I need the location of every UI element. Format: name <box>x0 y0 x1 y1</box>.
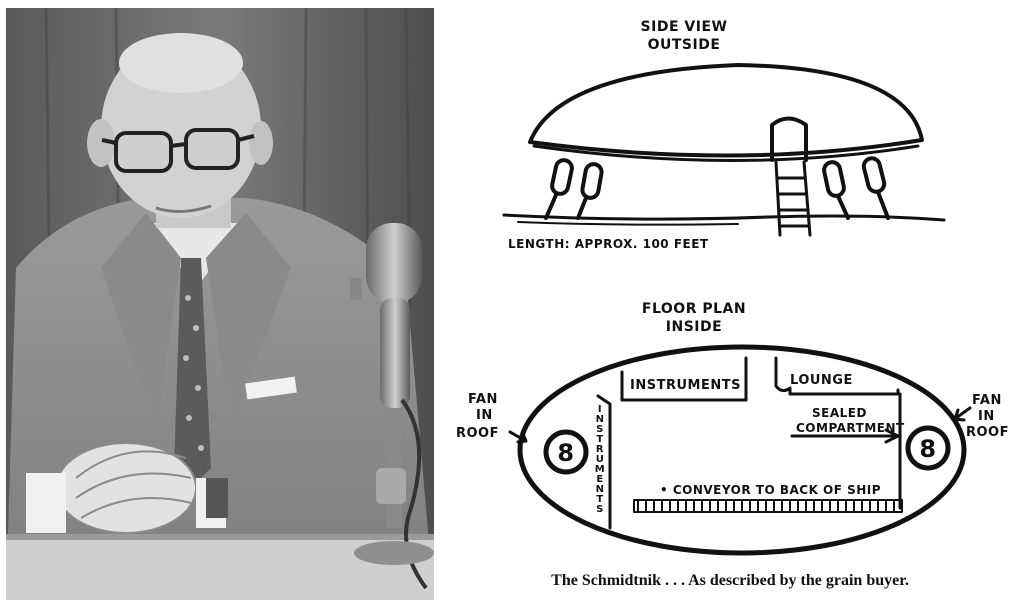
svg-text:ROOF: ROOF <box>456 426 499 441</box>
svg-text:R: R <box>595 444 605 455</box>
fan-symbol-left: 8 <box>557 439 575 467</box>
svg-text:T: T <box>596 494 604 505</box>
saucer-side-view <box>504 65 944 235</box>
man-photo <box>6 8 434 600</box>
instruments-vertical-label <box>595 404 605 515</box>
side-view-title: SIDE VIEW <box>640 19 728 35</box>
svg-text:N: N <box>595 484 605 495</box>
floor-plan-title: FLOOR PLAN <box>641 301 747 317</box>
sealed-label-line1: SEALED <box>812 406 867 420</box>
svg-text:N: N <box>595 414 605 425</box>
svg-text:FAN: FAN <box>468 392 498 407</box>
svg-text:T: T <box>596 434 604 445</box>
svg-text:S: S <box>596 424 604 435</box>
svg-text:IN: IN <box>978 409 995 424</box>
fan-right-label <box>966 393 1009 440</box>
side-view-subtitle: OUTSIDE <box>647 37 721 53</box>
svg-text:M: M <box>594 464 606 475</box>
svg-text:I: I <box>597 404 603 415</box>
clasped-hands <box>56 443 196 533</box>
lounge-label: LOUNGE <box>790 373 853 388</box>
sealed-label-line2: COMPARTMENT <box>796 421 905 435</box>
fan-symbol-right: 8 <box>919 435 937 463</box>
svg-text:IN: IN <box>476 408 493 423</box>
conveyor-label: • CONVEYOR TO BACK OF SHIP <box>660 483 882 497</box>
ufo-diagram <box>438 0 1024 612</box>
svg-text:E: E <box>596 474 604 485</box>
svg-text:FAN: FAN <box>972 393 1002 408</box>
svg-text:ROOF: ROOF <box>966 425 1009 440</box>
length-note: LENGTH: APPROX. 100 FEET <box>508 237 709 251</box>
caption: The Schmidtnik . . . As described by the grain buyer. <box>551 572 909 589</box>
instruments-label: INSTRUMENTS <box>630 378 741 393</box>
fan-left-label <box>456 392 499 441</box>
svg-text:S: S <box>596 504 604 515</box>
floor-plan-subtitle: INSIDE <box>665 319 723 335</box>
svg-text:U: U <box>595 454 605 465</box>
